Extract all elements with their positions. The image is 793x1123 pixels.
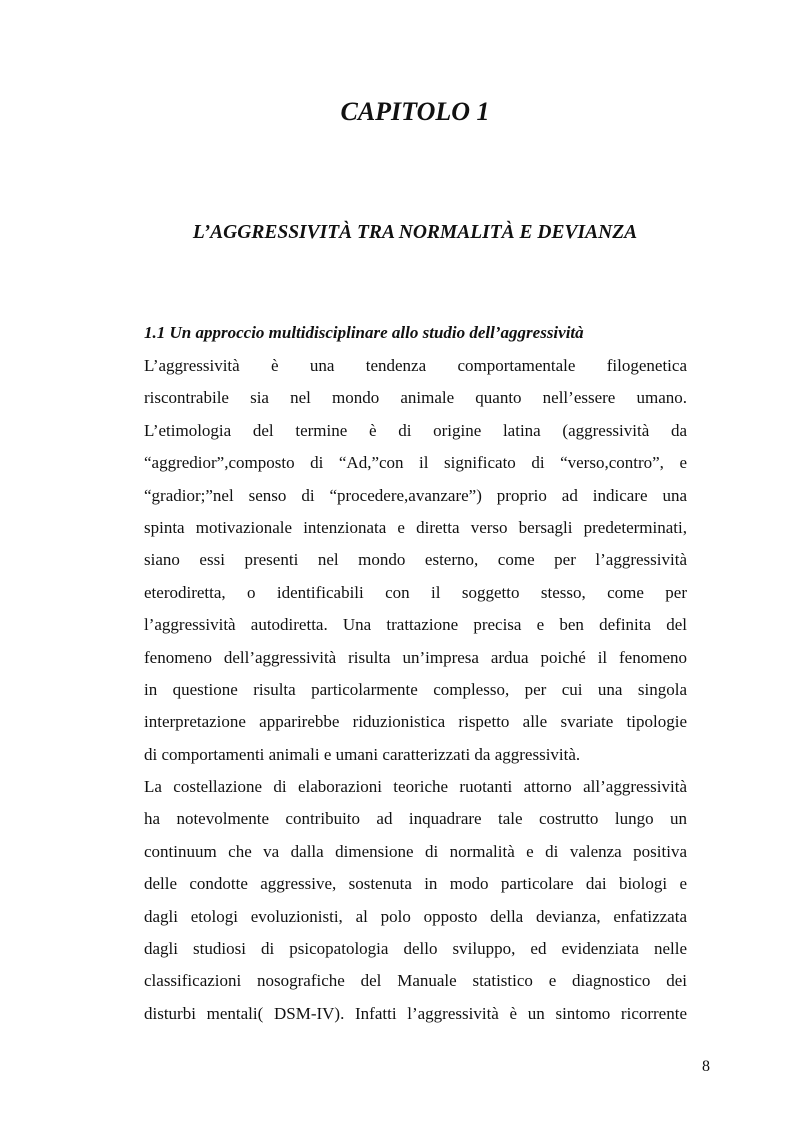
text-line: in questione risulta particolarmente complesso, per cui una singola — [144, 679, 687, 699]
text-line: La costellazione di elaborazioni teoriche ruotanti attorno all’aggressività — [144, 777, 687, 797]
text-line: dagli studiosi di psicopatologia dello sviluppo, ed evidenziata nelle — [144, 939, 687, 959]
text-line: L’aggressività è una tendenza comportamentale filogenetica — [144, 356, 687, 375]
text-line: delle condotte aggressive, sostenuta in modo particolare dai biologi e — [144, 874, 687, 894]
text-line: classificazioni nosografiche del Manuale statistico e diagnostico dei — [144, 971, 687, 991]
text-line: spinta motivazionale intenzionata e diretta verso bersagli predeterminati, — [144, 517, 687, 537]
chapter-title: CAPITOLO 1 — [340, 97, 490, 126]
text-line: fenomeno dell’aggressività risulta un’impresa ardua poiché il fenomeno — [144, 647, 687, 667]
text-line: di comportamenti animali e umani caratterizzati da aggressività. — [144, 744, 581, 764]
chapter-subtitle: L’AGGRESSIVITÀ TRA NORMALITÀ E DEVIANZA — [192, 222, 638, 243]
text-line: ha notevolmente contribuito ad inquadrare tale costrutto lungo un — [144, 809, 687, 829]
text-line: “gradior;”nel senso di “procedere,avanzare”) proprio ad indicare una — [144, 485, 687, 505]
body-text — [144, 350, 687, 1030]
text-line: dagli etologi evoluzionisti, al polo opposto della devianza, enfatizzata — [144, 906, 687, 926]
text-line: continuum che va dalla dimensione di normalità e di valenza positiva — [144, 841, 687, 861]
text-line: interpretazione apparirebbe riduzionistica rispetto alle svariate tipologie — [144, 712, 687, 732]
section-heading: 1.1 Un approccio multidisciplinare allo studio dell’aggressività — [144, 323, 584, 342]
page-number: 8 — [702, 1058, 710, 1075]
text-line: l’aggressività autodiretta. Una trattazione precisa e ben definita del — [144, 615, 687, 635]
text-line: L’etimologia del termine è di origine latina (aggressività da — [144, 420, 687, 440]
text-line: riscontrabile sia nel mondo animale quanto nell’essere umano. — [144, 388, 687, 408]
text-line: siano essi presenti nel mondo esterno, come per l’aggressività — [144, 550, 687, 570]
text-line: disturbi mentali( DSM-IV). Infatti l’aggressività è un sintomo ricorrente — [144, 1003, 687, 1023]
text-line: “aggredior”,composto di “Ad,”con il significato di “verso,contro”, e — [144, 453, 687, 473]
text-line: eterodiretta, o identificabili con il soggetto stesso, come per — [144, 582, 687, 602]
